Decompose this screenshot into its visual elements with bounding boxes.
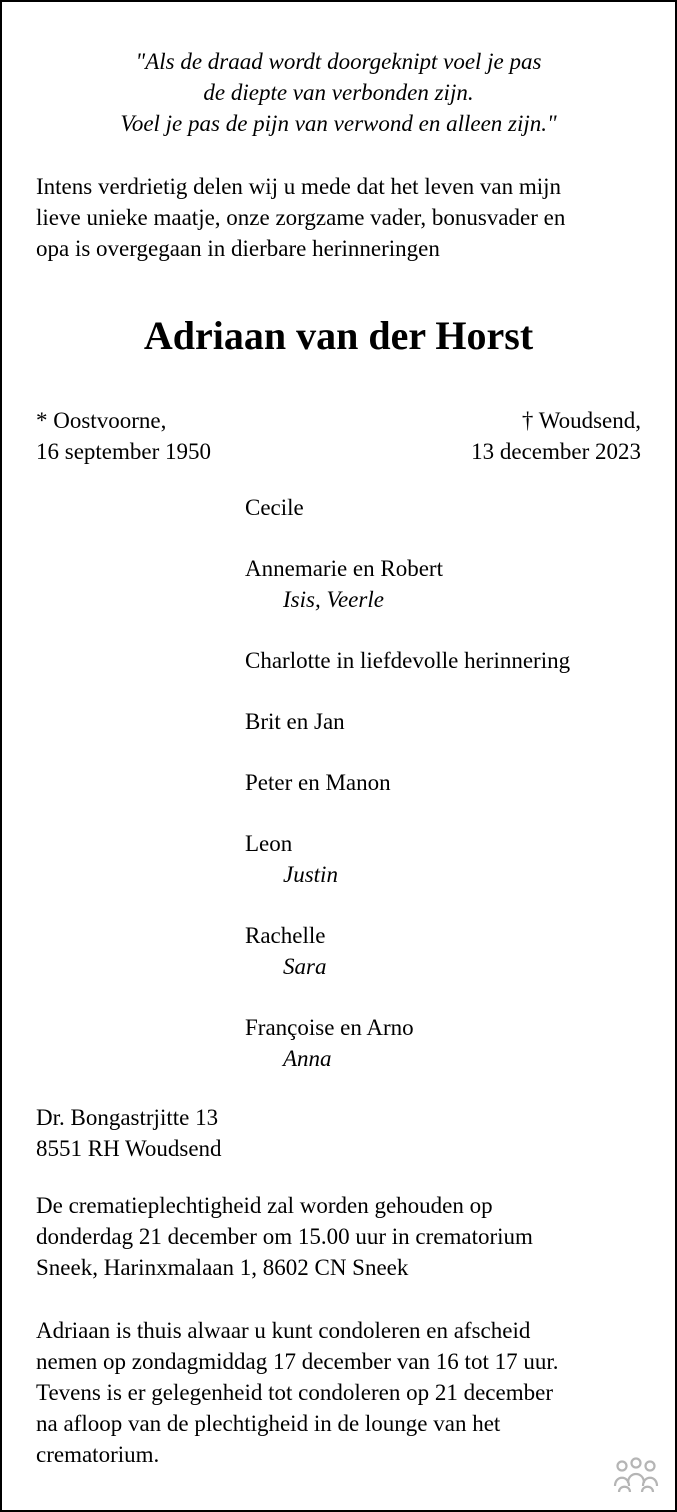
family-member [245,492,665,523]
family-member [245,1012,665,1074]
family-member-name: Charlotte in liefdevolle herinnering [245,648,571,673]
condolence-line: na afloop van de plechtigheid in de lounge van het [36,1411,501,1436]
quote [2,46,675,139]
family-member-children: Sara [283,954,327,979]
family-member-children: Anna [283,1046,332,1071]
family-member-name: Rachelle [245,923,326,948]
ceremony-line: Sneek, Harinxmalaan 1, 8602 CN Sneek [36,1255,409,1280]
birth-place: * Oostvoorne, [36,408,167,433]
quote-line: Voel je pas de pijn van verwond en alleen zijn." [120,111,557,136]
death-info [471,405,641,467]
family-member-children: Justin [283,862,338,887]
ceremony-info [36,1190,656,1283]
condolence-line: crematorium. [36,1442,160,1467]
family-member [245,706,665,737]
birth-info [36,405,211,467]
family-list [245,492,665,1104]
death-place: † Woudsend, [521,408,641,433]
condolence-line: nemen op zondagmiddag 17 december van 16 tot 17 uur. [36,1349,559,1374]
family-member-name: Cecile [245,495,304,520]
address-street: Dr. Bongastrjitte 13 [36,1105,219,1130]
home-address [36,1102,222,1164]
ceremony-line: donderdag 21 december om 15.00 uur in crematorium [36,1224,533,1249]
deceased-name: Adriaan van der Horst [143,313,534,358]
family-member-name: Françoise en Arno [245,1015,414,1040]
family-member-children: Isis, Veerle [283,587,384,612]
family-member-name: Brit en Jan [245,709,345,734]
quote-line: de diepte van verbonden zijn. [203,80,474,105]
family-member [245,645,665,676]
family-member-name: Leon [245,831,293,856]
people-group-icon [613,1456,659,1496]
quote-line: "Als de draad wordt doorgeknipt voel je pas [135,49,542,74]
family-member-name: Peter en Manon [245,770,391,795]
family-member [245,553,665,615]
birth-date: 16 september 1950 [36,439,212,464]
family-member [245,828,665,890]
death-date: 13 december 2023 [471,439,641,464]
intro-line: lieve unieke maatje, onze zorgzame vader, bonusvader en [36,205,566,230]
family-member [245,920,665,982]
ceremony-line: De crematieplechtigheid zal worden gehouden op [36,1193,493,1218]
intro-line: Intens verdrietig delen wij u mede dat het leven van mijn [36,174,562,199]
intro-line: opa is overgegaan in dierbare herinneringen [36,236,440,261]
condolence-info [36,1315,656,1470]
family-member-name: Annemarie en Robert [245,556,443,581]
intro-text [36,171,656,264]
family-member [245,767,665,798]
condolence-line: Adriaan is thuis alwaar u kunt condoleren en afscheid [36,1318,531,1343]
condolence-line: Tevens is er gelegenheid tot condoleren op 21 december [36,1380,553,1405]
address-city: 8551 RH Woudsend [36,1136,222,1161]
